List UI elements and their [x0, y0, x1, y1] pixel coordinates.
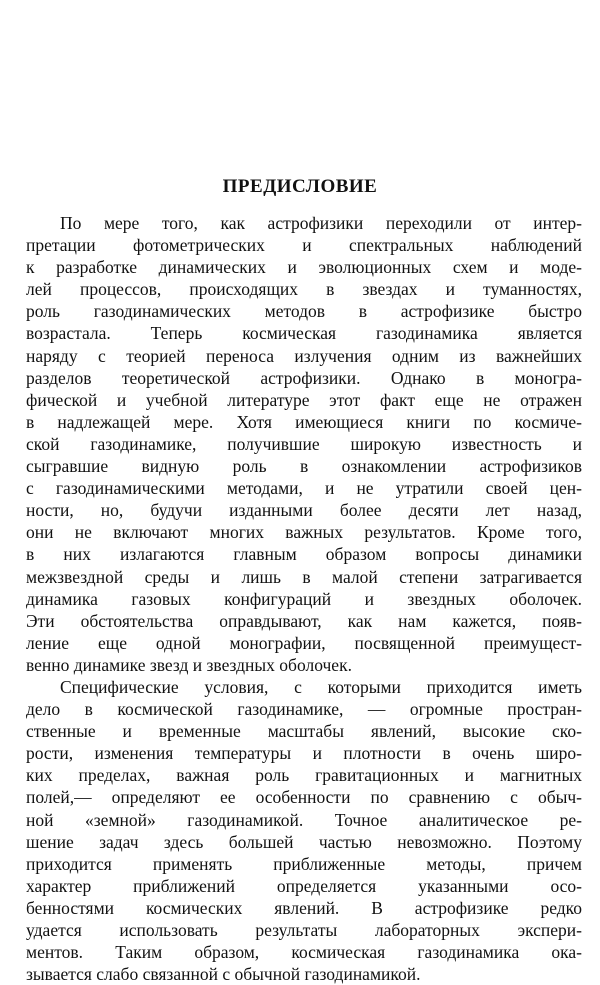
text-line: возрастала. Теперь космическая газодинамика является	[26, 323, 582, 344]
text-line: фической и учебной литературе этот факт еще не отражен	[26, 389, 582, 410]
text-line: ской газодинамике, получившие широкую известность и	[26, 433, 582, 454]
preface-body	[26, 212, 582, 985]
text-line: роль газодинамических методов в астрофизике быстро	[26, 301, 582, 322]
text-line: динамика газовых конфигураций и звездных оболочек.	[26, 588, 582, 609]
paragraph-1	[26, 212, 582, 676]
text-line: в них излагаются главным образом вопросы динамики	[26, 544, 582, 565]
text-line: рости, изменения температуры и плотности в очень широ-	[26, 743, 582, 764]
text-line: Эти обстоятельства оправдывают, как нам кажется, появ-	[26, 610, 582, 631]
text-line: ственные и временные масштабы явлений, высокие ско-	[26, 721, 582, 742]
text-line: бенностями космических явлений. В астрофизике редко	[26, 897, 582, 918]
text-line: характер приближений определяется указанными осо-	[26, 875, 582, 896]
text-line: полей,— определяют ее особенности по сравнению с обыч-	[26, 787, 582, 808]
text-line: По мере того, как астрофизики переходили от интер-	[60, 213, 582, 233]
text-line: в надлежащей мере. Хотя имеющиеся книги по космиче-	[26, 411, 582, 432]
text-line: с газодинамическими методами, и не утратили своей цен-	[26, 478, 582, 499]
text-line: межзвездной среды и лишь в малой степени затрагивается	[26, 566, 582, 587]
text-line: ности, но, будучи изданными более десяти лет назад,	[26, 500, 582, 521]
text-line: зывается слабо связанной с обычной газодинамикой.	[26, 964, 421, 985]
text-line: Специфические условия, с которыми приходится иметь	[60, 676, 582, 697]
text-line: удается использовать результаты лабораторных экспери-	[26, 920, 582, 940]
text-line: претации фотометрических и спектральных наблюдений	[26, 235, 582, 256]
text-line: ментов. Таким образом, космическая газодинамика ока-	[26, 942, 582, 963]
text-line: наряду с теорией переноса излучения одним из важнейших	[26, 345, 582, 366]
text-line: сыгравшие видную роль в ознакомлении астрофизиков	[26, 456, 582, 477]
text-line: шение задач здесь большей частью невозможно. Поэтому	[26, 831, 582, 852]
text-line: ление еще одной монографии, посвященной преимущест-	[26, 632, 582, 653]
text-line: венно динамике звезд и звездных оболочек.	[26, 654, 352, 675]
text-line: разделов теоретической астрофизики. Однако в моногра-	[26, 367, 582, 388]
page-title: ПРЕДИСЛОВИЕ	[222, 176, 378, 197]
text-line: лей процессов, происходящих в звездах и туманностях,	[26, 279, 582, 300]
text-line: приходится применять приближенные методы, причем	[26, 853, 582, 874]
text-line: ких пределах, важная роль гравитационных и магнитных	[26, 765, 582, 786]
text-line: ной «земной» газодинамикой. Точное аналитическое ре-	[26, 809, 582, 830]
text-line: дело в космической газодинамике, — огромные простран-	[26, 699, 582, 720]
paragraph-2	[26, 676, 582, 985]
text-line: к разработке динамических и эволюционных схем и моде-	[26, 257, 582, 278]
text-line: они не включают многих важных результатов. Кроме того,	[26, 522, 582, 543]
